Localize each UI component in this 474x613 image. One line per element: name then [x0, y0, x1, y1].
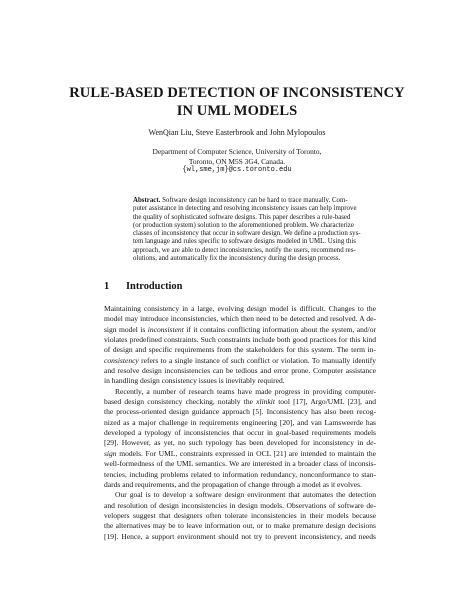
text-line: in handling design consistency issues is inevitably required. [104, 376, 285, 386]
email-address: {wl,sme,jm}@cs.toronto.edu [182, 166, 292, 175]
affiliation-line-1: Department of Computer Science, University of Toronto, [152, 147, 322, 156]
emphasis: xlinkit [256, 397, 276, 407]
title-line-2: IN UML MODELS [176, 103, 298, 119]
abstract-line: puter assistance in detecting and resolving inconsistency issues can help improve [133, 205, 357, 213]
text-line: [19]. Hence, a support environment should not try to prevent inconsistency, and needs [104, 531, 376, 541]
title-line-1: RULE-BASED DETECTION OF INCONSISTENCY [69, 85, 405, 101]
text-line: the process-oriented design guidance approach [5]. Inconsistency has also been recog- [104, 407, 376, 417]
abstract-line: olutions, and automatically fix the inconsistency during the design process. [133, 255, 341, 263]
text-line [104, 438, 376, 448]
abstract-heading: Abstract. [133, 197, 161, 204]
text-line: and resolve design inconsistencies can be tedious and error prone. Computer assistance [104, 366, 376, 376]
text-line [104, 325, 376, 335]
text-run: refers to a single instance of such conflict or violation. To manually identify [138, 355, 376, 365]
body-text [104, 304, 376, 542]
text-line: and resolution of design inconsistencies in design models. Observations of software de- [104, 500, 376, 510]
emphasis: consistency [104, 355, 139, 365]
text-line [104, 449, 376, 459]
abstract [133, 197, 361, 263]
text-line: Our goal is to develop a software design environment that automates the detection [115, 490, 376, 500]
abstract-line: tem language and rules specific to software designs modeled in UML. Using this [133, 238, 356, 246]
section-title: Introduction [126, 281, 183, 292]
abstract-line: approach, we are able to detect inconsistencies, notify the users, recommend res- [133, 246, 356, 254]
emphasis: sign [104, 448, 117, 458]
text-line: nized as a major challenge in requirements engineering [20], and van Lamsweerde has [104, 417, 376, 427]
text-line [104, 356, 376, 366]
abstract-line: classes of inconsistency that occur in software design. We define a production sys- [133, 230, 361, 238]
text-run: based design consistency checking, notably the [104, 397, 257, 407]
text-line: of design and specific requirements from the stakeholders for this system. The term in- [104, 345, 376, 355]
text-line: well-formedness of the UML semantics. We are interested in a broader class of inconsis- [104, 459, 376, 469]
text-line: Recently, a number of research teams have made progress in providing computer- [115, 386, 376, 396]
text-line: Maintaining consistency in a large, evolving design model is difficult. Changes to the [104, 304, 376, 313]
text-line: developed a typology of inconsistencies that occur in goal-based requirements models [104, 428, 376, 438]
abstract-line: the quality of sophisticated software designs. This paper describes a rule-based [133, 213, 351, 221]
text-run: tool [17], Argo/UML [23], and [275, 397, 376, 407]
text-run: [29]. However, as yet, no such typology has been developed for inconsistency in [104, 438, 367, 448]
author-list: WenQian Liu, Steve Easterbrook and John Mylopoulos [148, 128, 326, 137]
text-line: dards and requirements, and the propagation of change through a model as it evolves. [104, 479, 362, 489]
text-line: violates predefined constraints. Such constraints include both good practices for this kind [104, 335, 376, 345]
text-line [104, 397, 376, 407]
affiliation [60, 147, 414, 176]
text-run: sign model is [104, 324, 148, 334]
abstract-line [133, 197, 348, 205]
text-line: model may introduce inconsistencies, which then need to be detected and resolved. A de- [104, 314, 376, 324]
emphasis: de- [366, 438, 376, 448]
text-line: tencies, including problems related to information redundancy, nonconformance to stan- [104, 469, 376, 479]
section-heading [104, 281, 182, 292]
abstract-text: Software design inconsistency can be hard to trace manually. Com- [160, 197, 348, 204]
section-number: 1 [104, 281, 110, 292]
text-line: the alternatives may be to leave information out, or to make premature design decisions [104, 521, 376, 531]
text-run: if it contains conflicting information about the system, and/or [183, 324, 377, 334]
abstract-line: (or production system) solution to the aforementioned problem. We characterize [133, 221, 354, 229]
affiliation-line-2: Toronto, ON M5S 3G4, Canada. [188, 156, 286, 166]
text-line: velopers suggest that designers often tolerate inconsistencies in their models because [104, 510, 376, 520]
text-run: models. For UML, constraints expressed in OCL [21] are intended to maintain the [116, 448, 376, 458]
paper-title [60, 84, 414, 120]
emphasis: inconsistent [147, 324, 184, 334]
